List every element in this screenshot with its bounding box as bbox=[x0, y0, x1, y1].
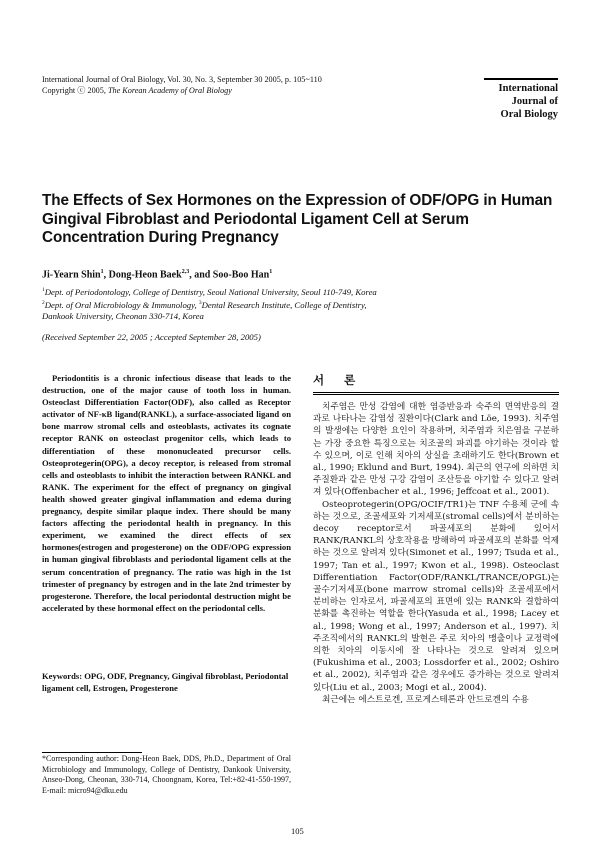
intro-paragraph: 치주염은 만성 감염에 대한 염증반응과 숙주의 면역반응의 결과로 나타나는 감염성 질환이다(Clark and Löe, 1993). 치주염의 발생에는 다양한 요인이 작용하며, 치주염과 치은염을 구분하는 가장 중요한 특징으로는 치조골의 파괴를 야기하는 것이라 할 수 있으며, 이로 인해 치아의 상실을 초래하기도 한다(Brown et al., 1990; Eklund and Burt, 1994). 최근의 연구에 의하면 치주질환과 같은 만성 구강 감염이 조산등을 야기할 수 있다고 알려져 있다(Offenbacher et al., 1996; Jeffcoat et al., 2001). bbox=[313, 402, 559, 498]
author-name: , and Soo-Boo Han bbox=[189, 269, 270, 281]
author-name: Ji-Yearn Shin bbox=[42, 269, 101, 281]
affiliation-text: Dept. of Oral Microbiology & Immunology, bbox=[44, 299, 199, 310]
affiliations bbox=[42, 285, 562, 322]
affil-mark: 3 bbox=[198, 299, 202, 306]
brand-line: Journal of bbox=[511, 96, 558, 107]
section-divider bbox=[313, 394, 559, 395]
affiliation-text: Dept. of Periodontology, College of Dentistry, Seoul National University, Seoul 110-749, Korea bbox=[44, 286, 377, 297]
intro-paragraph: Osteoprotegerin(OPG/OCIF/TR1)는 TNF 수용체 군에 속하는 것으로, 조골세포와 기저세포(stromal cells)에서 분비하는 decoy receptor로서 파골세포의 분화에 있어서 RANK/RANKL의 상호작용을 방해하여 파골세포의 분화를 억제하는 것으로 알려져 있다(Simonet et al., 1997; Tsuda et al., 1997; Tan et al., 1997; Kwon et al., 1998). Osteoclast Differentiation Factor(ODF/RANKL/TRANCE/OPGL)는 골수기저세포(bone marrow stromal cells)와 조골세포에서 분비하는 인자로서, 파골세포의 표면에 있는 RANK와 결합하여 분화를 촉진하는 역할을 한다(Yasuda et al., 1998; Lacey et al., 1998; Wong et al., 1997; Anderson et al., 1997). 치주조직에서의 RANKL의 발현은 주로 치아의 맹출이나 교정력에 의한 치아의 이동시에 잘 나타나는 것으로 알려져 있으며(Fukushima et al., 2003; Lossdorfer et al., 2002; Oshiro et al., 2002), 치주염과 같은 경우에도 증가하는 것으로 알려져 있다(Liu et al., 2003; Mogi et al., 2004). bbox=[313, 499, 559, 693]
corresponding-author-footnote: *Corresponding author: Dong-Heon Baek, DDS, Ph.D., Department of Oral Microbiology and Immunology, College of Dentistry, Dankook University, Anseo-Dong, Cheonan, 330-714, Choongnam, Korea, Tel:+82-41-550-1997, E-mail: micro94@dku.edu bbox=[42, 754, 291, 795]
keywords: Keywords: OPG, ODF, Pregnancy, Gingival fibroblast, Periodontal ligament cell, Estrogen, Progesterone bbox=[42, 671, 289, 694]
author-name: , Dong-Heon Baek bbox=[103, 269, 182, 281]
affil-mark: 2 bbox=[42, 299, 45, 306]
academy-name: The Korean Academy of Oral Biology bbox=[107, 86, 232, 95]
paper-title: The Effects of Sex Hormones on the Expression of ODF/OPG in Human Gingival Fibroblast and Periodontal Ligament Cell at Serum Concentration During Pregnancy bbox=[42, 192, 553, 246]
affiliation-text: Dental Research Institute, College of Dentistry, bbox=[201, 299, 367, 310]
footnote-divider bbox=[42, 752, 142, 753]
affiliation-line bbox=[42, 298, 562, 311]
brand-line: Oral Biology bbox=[500, 109, 558, 120]
journal-citation-line2 bbox=[42, 85, 322, 96]
affil-mark: 1 bbox=[100, 269, 104, 275]
section-divider bbox=[313, 392, 559, 393]
abstract-text: Periodontitis is a chronic infectious disease that leads to the destruction, one of the major cause of tooth loss in human. Osteoclast Differentiation Factor(ODF), also called as Receptor activator of NF-κB ligand(RANKL), a surface-associated ligand on bone marrow stromal cells and osteoblasts, activates its cognate receptor RANK on osteoclast progenitor cells, which leads to differentiation of these mononucleated precursor cells. Osteoprotegerin(OPG), a decoy receptor, is released from stromal cells and osteoblasts to inhibit the interaction between RANKL and RANK. The experiment for the effect of pregnancy on gingival health showed greater gingival inflammation and edema during pregnancy, despite similar plaque index. There should be many factors affecting the periodontal health in pregnancy. In this experiment, we examined the direct effects of sex hormones(estrogen and progesterone) on the ODF/OPG expression in human gingival fibroblasts and periodontal ligament cells at the serum concentration of pregnancy. The ratio was high in the 1st trimester of pregnancy by estrogen and in the late 2nd trimester by progesterone. Therefore, the local periodontal destruction might be accelerated by these hormonal effect on the periodontal cells. bbox=[42, 373, 291, 613]
affil-mark: 1 bbox=[42, 287, 45, 293]
received-dates: (Received September 22, 2005 ; Accepted September 28, 2005) bbox=[42, 332, 261, 342]
page-number: 105 bbox=[291, 826, 304, 836]
brand-line: International bbox=[498, 83, 558, 94]
intro-paragraph: 최근에는 에스트로겐, 프로게스테론과 안드로겐의 수용 bbox=[322, 694, 529, 705]
affiliation-line: Dankook University, Cheonan 330-714, Korea bbox=[42, 310, 204, 321]
author-list bbox=[42, 269, 272, 280]
affiliation-line bbox=[42, 285, 562, 298]
introduction-body bbox=[313, 401, 559, 706]
journal-brand bbox=[484, 78, 558, 121]
affil-mark: 1 bbox=[269, 269, 273, 275]
journal-citation bbox=[42, 74, 322, 96]
section-heading: 서 론 bbox=[313, 373, 364, 387]
affil-mark: 2,3 bbox=[181, 269, 190, 275]
journal-citation-line1: International Journal of Oral Biology, Vol. 30, No. 3, September 30 2005, p. 105~110 bbox=[42, 75, 322, 84]
copyright-text: Copyright ⓒ 2005, bbox=[42, 86, 108, 95]
